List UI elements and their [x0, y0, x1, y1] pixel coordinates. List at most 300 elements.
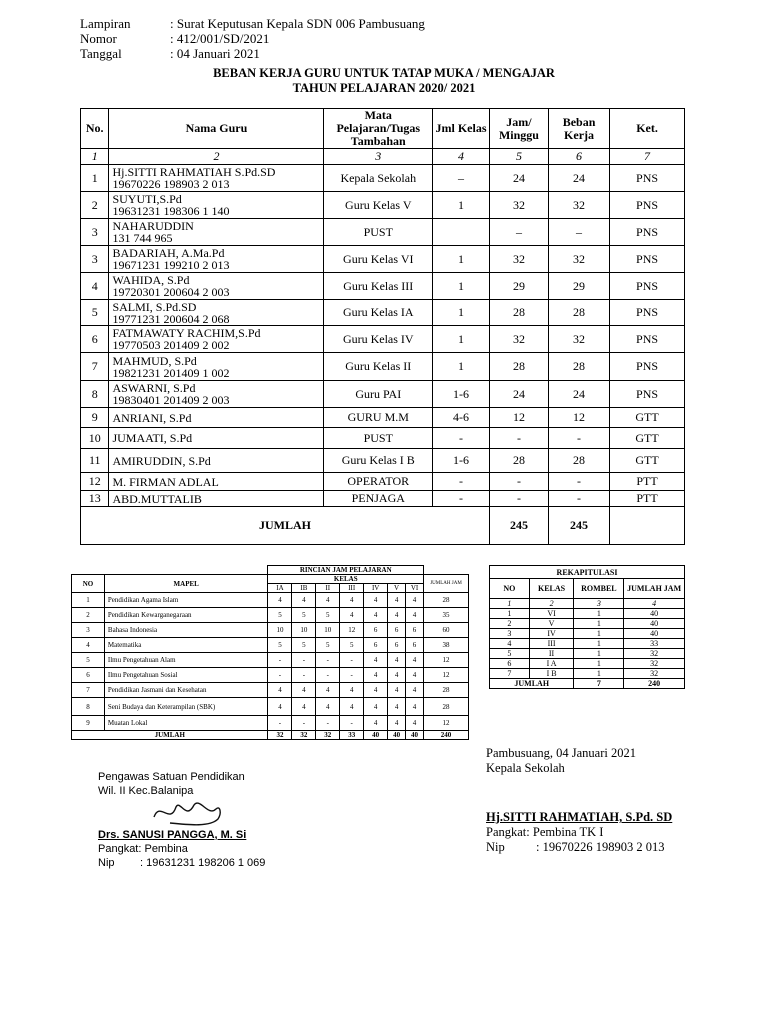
- teacher-name: FATMAWATY RACHIM,S.Pd: [112, 326, 261, 340]
- row-no: 2: [81, 192, 109, 219]
- rekap-row: [490, 609, 685, 619]
- teacher-row: [81, 192, 685, 219]
- rekap-kelas: I B: [529, 669, 574, 679]
- total-ket: [610, 507, 685, 545]
- row-beban: -: [548, 491, 609, 507]
- teacher-nip: 19770503 201409 2 002: [112, 338, 230, 352]
- teacher-cell: [109, 326, 324, 353]
- rekap-kelas: VI: [529, 609, 574, 619]
- rekap-col-header: NO: [490, 579, 530, 599]
- rincian-jumlah: 38: [424, 638, 469, 653]
- rincian-value: -: [292, 716, 316, 731]
- teacher-name: ANRIANI, S.Pd: [112, 410, 192, 425]
- rekap-row: [490, 669, 685, 679]
- teacher-name: AMIRUDDIN, S.Pd: [112, 453, 211, 468]
- teacher-nip: 19771231 200604 2 068: [112, 311, 230, 326]
- rincian-value: -: [316, 653, 340, 668]
- rincian-value: 5: [268, 608, 292, 623]
- rekap-kelas: III: [529, 639, 574, 649]
- rincian-value: 4: [364, 683, 388, 698]
- rincian-table: [71, 565, 469, 740]
- rincian-jumlah: 12: [424, 653, 469, 668]
- index-cell: 2: [109, 149, 324, 165]
- rekap-jam: 40: [624, 619, 685, 629]
- row-ket: PTT: [610, 491, 685, 507]
- row-beban: 32: [548, 326, 609, 353]
- teacher-name: ABD.MUTTALIB: [112, 491, 202, 506]
- index-cell: 3: [324, 149, 433, 165]
- teacher-cell: [109, 300, 324, 326]
- total-row: [81, 507, 685, 545]
- rincian-value: 10: [268, 623, 292, 638]
- rincian-total-value: 40: [406, 731, 424, 740]
- row-beban: 24: [548, 165, 609, 192]
- tanggal-label: Tanggal: [80, 46, 122, 61]
- row-jam: 29: [489, 273, 548, 300]
- kepala-pangkat: Pangkat: Pembina TK I: [486, 825, 604, 839]
- rincian-row: [72, 716, 469, 731]
- teacher-row: [81, 381, 685, 408]
- row-task: Guru PAI: [324, 381, 433, 408]
- teacher-name: JUMAATI, S.Pd: [112, 431, 193, 445]
- teacher-cell: [109, 449, 324, 473]
- signature-scribble: [150, 795, 225, 835]
- teacher-cell: [109, 246, 324, 273]
- lampiran-value: : Surat Keputusan Kepala SDN 006 Pambusuang: [170, 16, 425, 31]
- teacher-nip: 19670226 198903 2 013: [112, 177, 230, 191]
- rekapitulasi-table: [489, 565, 685, 689]
- teacher-row: [81, 473, 685, 491]
- lampiran-label: Lampiran: [80, 16, 131, 31]
- row-task: Guru Kelas II: [324, 353, 433, 381]
- row-jam: 28: [489, 449, 548, 473]
- row-ket: PNS: [610, 219, 685, 246]
- rekap-jam: 40: [624, 629, 685, 639]
- teacher-cell: [109, 273, 324, 300]
- row-task: OPERATOR: [324, 473, 433, 491]
- rincian-jumlah: 12: [424, 668, 469, 683]
- row-ket: GTT: [610, 408, 685, 428]
- pengawas-nip-label: Nip: [98, 857, 115, 869]
- rincian-kelas-header: II: [316, 584, 340, 593]
- rincian-no: 5: [72, 653, 105, 668]
- pengawas-role: Pengawas Satuan Pendidikan: [98, 771, 245, 783]
- pengawas-nip-value: : 19631231 198206 1 069: [140, 857, 266, 869]
- rincian-value: 6: [388, 638, 406, 653]
- rincian-value: 5: [292, 638, 316, 653]
- row-task: PUST: [324, 428, 433, 449]
- index-cell: 1: [81, 149, 109, 165]
- row-task: Guru Kelas IA: [324, 300, 433, 326]
- pengawas-name: Drs. SANUSI PANGGA, M. Si: [98, 829, 247, 841]
- rekap-index-cell: 3: [574, 599, 624, 609]
- row-jam: -: [489, 473, 548, 491]
- teacher-row: [81, 326, 685, 353]
- row-no: 5: [81, 300, 109, 326]
- rincian-col-jumlah: JUMLAH JAM: [424, 575, 469, 593]
- teacher-nip: 131 744 965: [112, 231, 173, 245]
- rincian-value: 4: [364, 698, 388, 716]
- teacher-nip: 19830401 201409 2 003: [112, 393, 230, 407]
- row-ket: PNS: [610, 300, 685, 326]
- rincian-value: 4: [292, 683, 316, 698]
- rincian-total-value: 32: [292, 731, 316, 740]
- row-ket: PNS: [610, 246, 685, 273]
- pengawas-wil: Wil. II Kec.Balanipa: [98, 785, 194, 797]
- row-jam: 32: [489, 326, 548, 353]
- rincian-value: 4: [388, 593, 406, 608]
- rincian-value: 4: [406, 593, 424, 608]
- rincian-value: 6: [364, 623, 388, 638]
- total-label: JUMLAH: [81, 507, 490, 545]
- col-mapel: Mata Pelajaran/Tugas Tambahan: [324, 109, 433, 149]
- row-task: Kepala Sekolah: [324, 165, 433, 192]
- rincian-no: 1: [72, 593, 105, 608]
- rincian-value: 4: [364, 668, 388, 683]
- teacher-cell: [109, 473, 324, 491]
- workload-table: [80, 108, 685, 545]
- rincian-jumlah: 28: [424, 683, 469, 698]
- row-no: 10: [81, 428, 109, 449]
- rincian-row: [72, 638, 469, 653]
- teacher-cell: [109, 165, 324, 192]
- rekap-kelas: IV: [529, 629, 574, 639]
- rincian-value: 4: [268, 698, 292, 716]
- row-jml: 1: [433, 326, 490, 353]
- rekap-no: 4: [490, 639, 530, 649]
- index-cell: 7: [610, 149, 685, 165]
- row-no: 9: [81, 408, 109, 428]
- rincian-value: 6: [406, 623, 424, 638]
- rekap-rombel: 1: [574, 619, 624, 629]
- rekap-total-rombel: 7: [574, 679, 624, 689]
- rincian-col-kelas: KELAS: [268, 575, 424, 584]
- rincian-value: 4: [316, 698, 340, 716]
- rincian-value: 4: [406, 668, 424, 683]
- row-no: 8: [81, 381, 109, 408]
- teacher-name: Hj.SITTI RAHMATIAH S.Pd.SD: [112, 165, 276, 179]
- document-subtitle: TAHUN PELAJARAN 2020/ 2021: [292, 81, 476, 95]
- rincian-row: [72, 593, 469, 608]
- row-task: GURU M.M: [324, 408, 433, 428]
- rincian-value: 4: [340, 593, 364, 608]
- rincian-mapel: Bahasa Indonesia: [104, 623, 268, 638]
- row-jml: 1: [433, 300, 490, 326]
- row-no: 12: [81, 473, 109, 491]
- rekap-rombel: 1: [574, 639, 624, 649]
- rincian-value: 4: [406, 716, 424, 731]
- rekap-jam: 32: [624, 659, 685, 669]
- row-jam: 28: [489, 353, 548, 381]
- row-beban: -: [548, 428, 609, 449]
- col-jml-kelas: Jml Kelas: [433, 109, 490, 149]
- row-task: Guru Kelas IV: [324, 326, 433, 353]
- rincian-no: 3: [72, 623, 105, 638]
- rincian-value: -: [316, 716, 340, 731]
- rincian-total-value: 33: [340, 731, 364, 740]
- rekap-col-header: ROMBEL: [574, 579, 624, 599]
- index-cell: 5: [489, 149, 548, 165]
- rekap-index-cell: 1: [490, 599, 530, 609]
- rekap-index-cell: 4: [624, 599, 685, 609]
- rincian-jumlah: 12: [424, 716, 469, 731]
- index-row: [81, 149, 685, 165]
- rincian-value: 6: [406, 638, 424, 653]
- rincian-value: 5: [268, 638, 292, 653]
- rincian-mapel: Pendidikan Jasmani dan Kesehatan: [104, 683, 268, 698]
- row-ket: PTT: [610, 473, 685, 491]
- row-jml: -: [433, 473, 490, 491]
- row-ket: PNS: [610, 192, 685, 219]
- rekap-total-label: JUMLAH: [490, 679, 574, 689]
- rincian-mapel: Muatan Lokal: [104, 716, 268, 731]
- rekap-row: [490, 659, 685, 669]
- rekap-col-header: JUMLAH JAM: [624, 579, 685, 599]
- row-beban: -: [548, 473, 609, 491]
- teacher-nip: 19720301 200604 2 003: [112, 285, 230, 299]
- rekap-kelas: V: [529, 619, 574, 629]
- teacher-cell: [109, 408, 324, 428]
- rincian-value: -: [340, 668, 364, 683]
- row-no: 1: [81, 165, 109, 192]
- rekap-no: 7: [490, 669, 530, 679]
- rincian-kelas-header: VI: [406, 584, 424, 593]
- row-jml: [433, 219, 490, 246]
- teacher-name: SALMI, S.Pd.SD: [112, 299, 197, 314]
- rincian-value: -: [316, 668, 340, 683]
- row-no: 4: [81, 273, 109, 300]
- row-jml: -: [433, 491, 490, 507]
- rincian-value: 4: [316, 593, 340, 608]
- rincian-total-value: 32: [316, 731, 340, 740]
- row-ket: GTT: [610, 449, 685, 473]
- row-beban: 12: [548, 408, 609, 428]
- pengawas-pangkat: Pangkat: Pembina: [98, 843, 188, 855]
- teacher-cell: [109, 381, 324, 408]
- rincian-value: -: [268, 668, 292, 683]
- rincian-mapel: Seni Budaya dan Keterampilan (SBK): [104, 698, 268, 716]
- rekap-jam: 32: [624, 649, 685, 659]
- rincian-no: 6: [72, 668, 105, 683]
- rekap-no: 5: [490, 649, 530, 659]
- rincian-row: [72, 653, 469, 668]
- rincian-value: 10: [316, 623, 340, 638]
- rincian-no: 2: [72, 608, 105, 623]
- rekap-row: [490, 619, 685, 629]
- row-jml: 1: [433, 192, 490, 219]
- rincian-jumlah: 60: [424, 623, 469, 638]
- teacher-row: [81, 219, 685, 246]
- col-nama: Nama Guru: [109, 109, 324, 149]
- row-ket: GTT: [610, 428, 685, 449]
- nomor-label: Nomor: [80, 31, 117, 46]
- row-task: PENJAGA: [324, 491, 433, 507]
- teacher-row: [81, 491, 685, 507]
- row-beban: 24: [548, 381, 609, 408]
- teacher-name: BADARIAH, A.Ma.Pd: [112, 246, 225, 260]
- col-no: No.: [81, 109, 109, 149]
- row-ket: PNS: [610, 273, 685, 300]
- signature-right: [486, 746, 672, 855]
- row-task: PUST: [324, 219, 433, 246]
- rincian-value: 5: [316, 638, 340, 653]
- rincian-value: 5: [316, 608, 340, 623]
- teacher-name: MAHMUD, S.Pd: [112, 353, 197, 368]
- rincian-value: 4: [316, 683, 340, 698]
- teacher-row: [81, 300, 685, 326]
- rincian-no: 7: [72, 683, 105, 698]
- row-jml: –: [433, 165, 490, 192]
- rincian-value: 4: [406, 653, 424, 668]
- rincian-value: 4: [268, 683, 292, 698]
- row-ket: PNS: [610, 326, 685, 353]
- rincian-value: 4: [340, 608, 364, 623]
- rincian-col-mapel: MAPEL: [104, 575, 268, 593]
- row-task: Guru Kelas VI: [324, 246, 433, 273]
- rincian-value: 4: [292, 698, 316, 716]
- teacher-row: [81, 273, 685, 300]
- row-no: 11: [81, 449, 109, 473]
- rincian-value: 4: [340, 683, 364, 698]
- row-jam: 32: [489, 246, 548, 273]
- rincian-total-jml: 240: [424, 731, 469, 740]
- row-jam: 24: [489, 165, 548, 192]
- rincian-title: RINCIAN JAM PELAJARAN: [268, 566, 424, 575]
- rekap-no: 3: [490, 629, 530, 639]
- rekap-jam: 40: [624, 609, 685, 619]
- teacher-row: [81, 428, 685, 449]
- rekap-rombel: 1: [574, 629, 624, 639]
- rekap-total-row: [490, 679, 685, 689]
- rincian-row: [72, 698, 469, 716]
- rekap-kelas: II: [529, 649, 574, 659]
- row-no: 6: [81, 326, 109, 353]
- rekap-jam: 32: [624, 669, 685, 679]
- row-no: 3: [81, 219, 109, 246]
- index-cell: 6: [548, 149, 609, 165]
- row-no: 13: [81, 491, 109, 507]
- row-jam: 24: [489, 381, 548, 408]
- rincian-value: 4: [388, 653, 406, 668]
- rincian-row: [72, 683, 469, 698]
- rincian-value: -: [268, 716, 292, 731]
- rekap-row: [490, 629, 685, 639]
- kepala-nip-label: Nip: [486, 840, 505, 854]
- teacher-cell: [109, 353, 324, 381]
- rincian-total-label: JUMLAH: [72, 731, 268, 740]
- teacher-name: M. FIRMAN ADLAL: [112, 474, 219, 489]
- teacher-cell: [109, 491, 324, 507]
- rincian-no: 4: [72, 638, 105, 653]
- rincian-value: 4: [364, 653, 388, 668]
- rekap-total-jam: 240: [624, 679, 685, 689]
- rincian-mapel: Pendidikan Agama Islam: [104, 593, 268, 608]
- rincian-value: 4: [364, 593, 388, 608]
- col-ket: Ket.: [610, 109, 685, 149]
- rekap-row: [490, 639, 685, 649]
- rincian-jumlah: 28: [424, 593, 469, 608]
- rincian-total-value: 40: [364, 731, 388, 740]
- total-beban: 245: [548, 507, 609, 545]
- teacher-cell: [109, 428, 324, 449]
- rekap-col-header: KELAS: [529, 579, 574, 599]
- row-jam: 32: [489, 192, 548, 219]
- index-cell: 4: [433, 149, 490, 165]
- teacher-name: NAHARUDDIN: [112, 219, 194, 233]
- rincian-total-value: 32: [268, 731, 292, 740]
- teacher-name: WAHIDA, S.Pd: [112, 273, 190, 287]
- role-kepala: Kepala Sekolah: [486, 761, 565, 775]
- teacher-row: [81, 246, 685, 273]
- total-jam: 245: [489, 507, 548, 545]
- row-jml: 1-6: [433, 381, 490, 408]
- rekap-title: REKAPITULASI: [490, 566, 685, 579]
- document-title: BEBAN KERJA GURU UNTUK TATAP MUKA / MENGAJAR: [213, 66, 555, 80]
- rincian-total-value: 40: [388, 731, 406, 740]
- row-beban: 28: [548, 300, 609, 326]
- rincian-mapel: Matematika: [104, 638, 268, 653]
- teacher-nip: 19821231 201409 1 002: [112, 365, 230, 380]
- rincian-value: -: [292, 668, 316, 683]
- rincian-value: 4: [388, 608, 406, 623]
- rincian-mapel: Ilmu Pengetahuan Alam: [104, 653, 268, 668]
- rincian-kelas-header: IV: [364, 584, 388, 593]
- rekap-row: [490, 649, 685, 659]
- rekap-index-row: [490, 599, 685, 609]
- rincian-col-no: NO: [72, 575, 105, 593]
- rekap-no: 1: [490, 609, 530, 619]
- rincian-value: 12: [340, 623, 364, 638]
- rincian-total-row: [72, 731, 469, 740]
- rincian-value: 4: [388, 716, 406, 731]
- rincian-row: [72, 623, 469, 638]
- rincian-value: 4: [388, 698, 406, 716]
- row-jam: 28: [489, 300, 548, 326]
- rincian-value: -: [268, 653, 292, 668]
- rincian-value: -: [340, 653, 364, 668]
- row-task: Guru Kelas I B: [324, 449, 433, 473]
- rincian-jumlah: 28: [424, 698, 469, 716]
- rincian-value: 4: [292, 593, 316, 608]
- teacher-row: [81, 408, 685, 428]
- row-jml: 1: [433, 273, 490, 300]
- row-beban: 29: [548, 273, 609, 300]
- rincian-value: -: [340, 716, 364, 731]
- row-jam: –: [489, 219, 548, 246]
- rekap-index-cell: 2: [529, 599, 574, 609]
- rincian-value: 4: [364, 608, 388, 623]
- rincian-kelas-header: III: [340, 584, 364, 593]
- row-beban: 32: [548, 246, 609, 273]
- rekap-no: 6: [490, 659, 530, 669]
- teacher-name: ASWARNI, S.Pd: [112, 381, 196, 395]
- rekap-jam: 33: [624, 639, 685, 649]
- rekap-kelas: I A: [529, 659, 574, 669]
- row-no: 7: [81, 353, 109, 381]
- row-task: Guru Kelas III: [324, 273, 433, 300]
- row-jml: 1: [433, 246, 490, 273]
- teacher-row: [81, 165, 685, 192]
- rincian-kelas-header: V: [388, 584, 406, 593]
- row-beban: –: [548, 219, 609, 246]
- kepala-nip-value: : 19670226 198903 2 013: [536, 840, 665, 854]
- rekap-no: 2: [490, 619, 530, 629]
- row-beban: 32: [548, 192, 609, 219]
- document-header: [80, 16, 425, 61]
- rincian-value: 4: [406, 698, 424, 716]
- place-date: Pambusuang, 04 Januari 2021: [486, 746, 636, 760]
- row-task: Guru Kelas V: [324, 192, 433, 219]
